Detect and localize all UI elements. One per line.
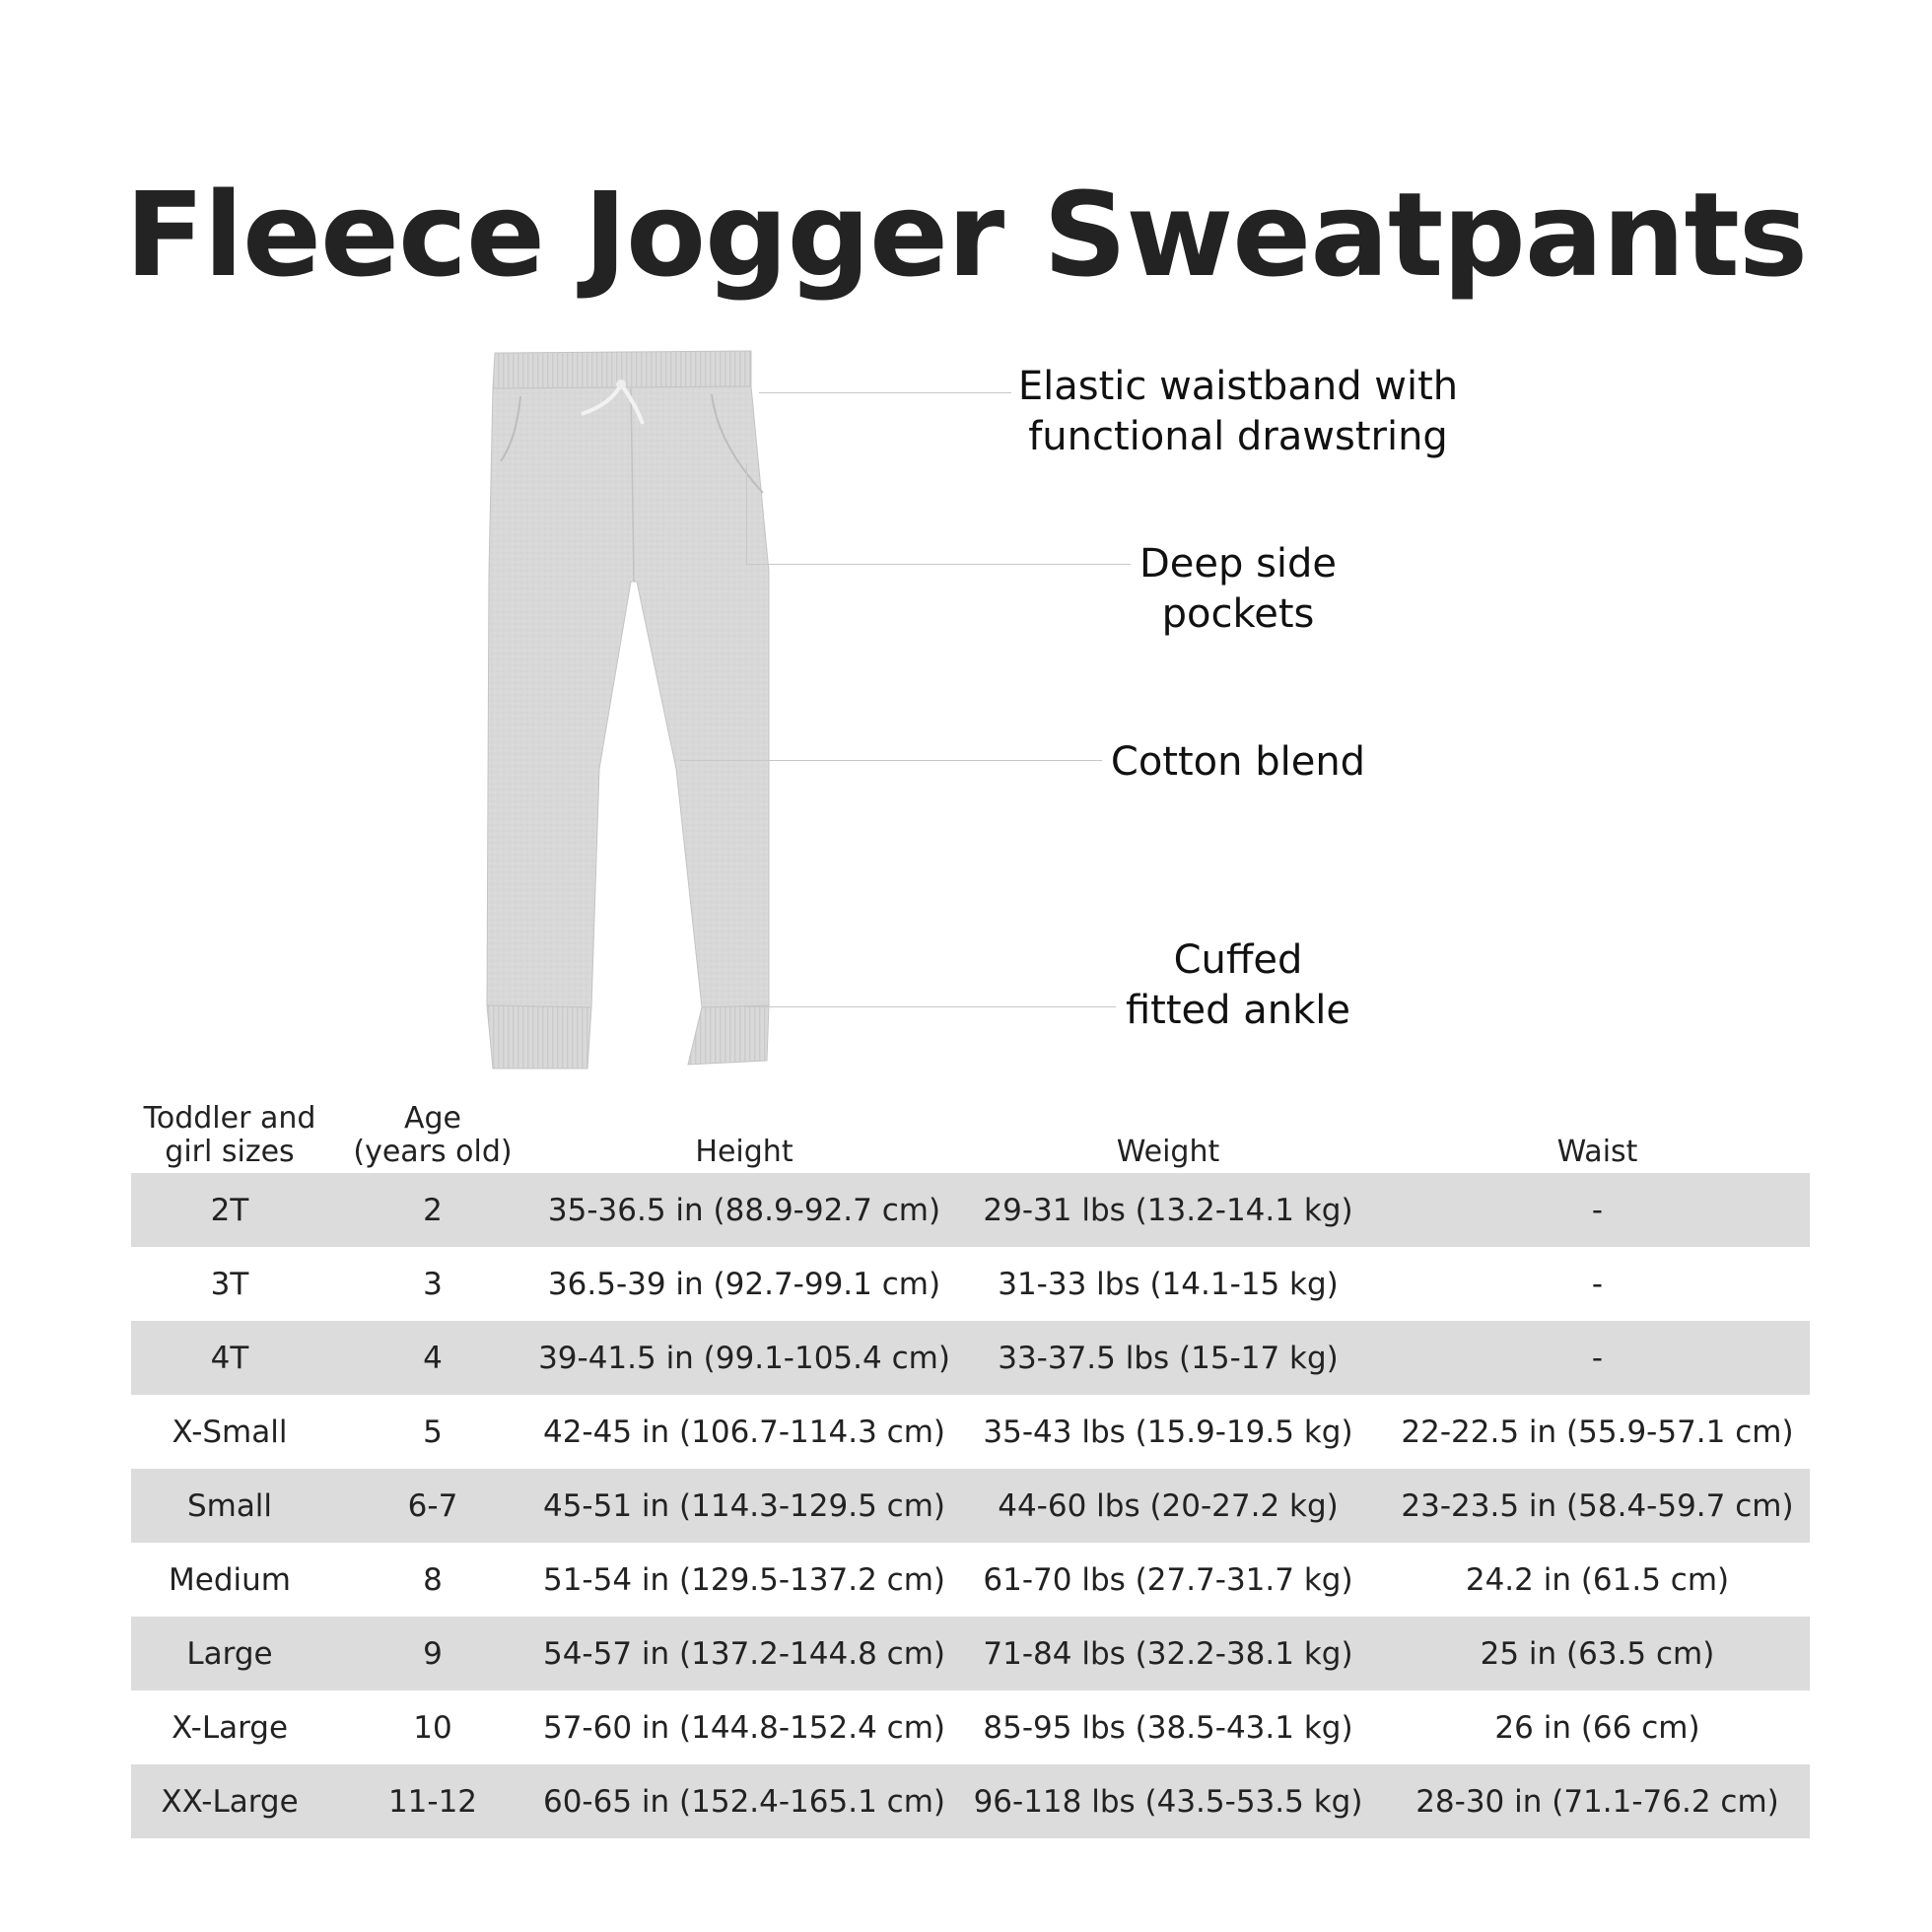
column-header-size: Toddler and girl sizes bbox=[143, 1101, 316, 1169]
leader-line-waistband bbox=[759, 392, 1011, 393]
cell-age: 9 bbox=[328, 1617, 537, 1690]
column-header-waist: Waist bbox=[1556, 1135, 1638, 1169]
cell-weight: 33-37.5 lbs (15-17 kg) bbox=[951, 1321, 1385, 1395]
table-row bbox=[131, 1690, 1810, 1764]
cell-height: 51-54 in (129.5-137.2 cm) bbox=[537, 1543, 951, 1617]
cell-size: Medium bbox=[131, 1543, 328, 1617]
column-header-age: Age (years old) bbox=[353, 1101, 513, 1169]
cell-age: 2 bbox=[328, 1173, 537, 1247]
cell-waist: 28-30 in (71.1-76.2 cm) bbox=[1385, 1764, 1810, 1838]
cell-weight: 85-95 lbs (38.5-43.1 kg) bbox=[951, 1690, 1385, 1764]
cell-height: 57-60 in (144.8-152.4 cm) bbox=[537, 1690, 951, 1764]
cell-waist: 26 in (66 cm) bbox=[1385, 1690, 1810, 1764]
cell-waist: 22-22.5 in (55.9-57.1 cm) bbox=[1385, 1395, 1810, 1469]
cell-height: 39-41.5 in (99.1-105.4 cm) bbox=[537, 1321, 951, 1395]
table-row bbox=[131, 1247, 1810, 1321]
cell-size: XX-Large bbox=[131, 1764, 328, 1838]
callout-pockets: Deep side pockets bbox=[1138, 541, 1338, 637]
cell-waist: - bbox=[1385, 1321, 1810, 1395]
cell-size: Small bbox=[131, 1469, 328, 1543]
size-chart-table bbox=[131, 1092, 1810, 1838]
leader-line-pocket-vertical bbox=[746, 463, 747, 564]
cell-size: X-Small bbox=[131, 1395, 328, 1469]
callout-cotton-blend: Cotton blend bbox=[1110, 739, 1366, 785]
size-chart-body bbox=[131, 1173, 1810, 1838]
cell-height: 42-45 in (106.7-114.3 cm) bbox=[537, 1395, 951, 1469]
cell-waist: 24.2 in (61.5 cm) bbox=[1385, 1543, 1810, 1617]
cell-age: 4 bbox=[328, 1321, 537, 1395]
table-row bbox=[131, 1617, 1810, 1690]
cell-height: 45-51 in (114.3-129.5 cm) bbox=[537, 1469, 951, 1543]
cell-size: X-Large bbox=[131, 1690, 328, 1764]
column-header-height: Height bbox=[695, 1135, 794, 1169]
cell-weight: 96-118 lbs (43.5-53.5 kg) bbox=[951, 1764, 1385, 1838]
cell-age: 3 bbox=[328, 1247, 537, 1321]
leader-line-cotton bbox=[680, 760, 1102, 761]
cell-weight: 31-33 lbs (14.1-15 kg) bbox=[951, 1247, 1385, 1321]
cell-age: 6-7 bbox=[328, 1469, 537, 1543]
cell-size: 3T bbox=[131, 1247, 328, 1321]
cell-age: 10 bbox=[328, 1690, 537, 1764]
cell-size: 2T bbox=[131, 1173, 328, 1247]
cell-weight: 71-84 lbs (32.2-38.1 kg) bbox=[951, 1617, 1385, 1690]
cell-waist: - bbox=[1385, 1173, 1810, 1247]
page-title: Fleece Jogger Sweatpants bbox=[124, 167, 1808, 303]
cell-height: 36.5-39 in (92.7-99.1 cm) bbox=[537, 1247, 951, 1321]
table-row bbox=[131, 1469, 1810, 1543]
table-row bbox=[131, 1173, 1810, 1247]
cell-waist: - bbox=[1385, 1247, 1810, 1321]
table-row bbox=[131, 1543, 1810, 1617]
cell-size: 4T bbox=[131, 1321, 328, 1395]
cell-height: 35-36.5 in (88.9-92.7 cm) bbox=[537, 1173, 951, 1247]
cell-size: Large bbox=[131, 1617, 328, 1690]
cell-weight: 29-31 lbs (13.2-14.1 kg) bbox=[951, 1173, 1385, 1247]
table-row bbox=[131, 1764, 1810, 1838]
cell-height: 54-57 in (137.2-144.8 cm) bbox=[537, 1617, 951, 1690]
cell-waist: 25 in (63.5 cm) bbox=[1385, 1617, 1810, 1690]
callout-cuffed-ankle: Cuffed fitted ankle bbox=[1125, 937, 1351, 1033]
cell-age: 5 bbox=[328, 1395, 537, 1469]
cell-weight: 35-43 lbs (15.9-19.5 kg) bbox=[951, 1395, 1385, 1469]
cell-age: 8 bbox=[328, 1543, 537, 1617]
column-header-weight: Weight bbox=[1116, 1135, 1220, 1169]
table-row bbox=[131, 1395, 1810, 1469]
cell-waist: 23-23.5 in (58.4-59.7 cm) bbox=[1385, 1469, 1810, 1543]
table-row bbox=[131, 1321, 1810, 1395]
cell-weight: 44-60 lbs (20-27.2 kg) bbox=[951, 1469, 1385, 1543]
cell-height: 60-65 in (152.4-165.1 cm) bbox=[537, 1764, 951, 1838]
sweatpants-image bbox=[473, 345, 789, 1084]
cell-weight: 61-70 lbs (27.7-31.7 kg) bbox=[951, 1543, 1385, 1617]
callout-waistband: Elastic waistband with functional drawstring bbox=[1017, 364, 1459, 459]
cell-age: 11-12 bbox=[328, 1764, 537, 1838]
